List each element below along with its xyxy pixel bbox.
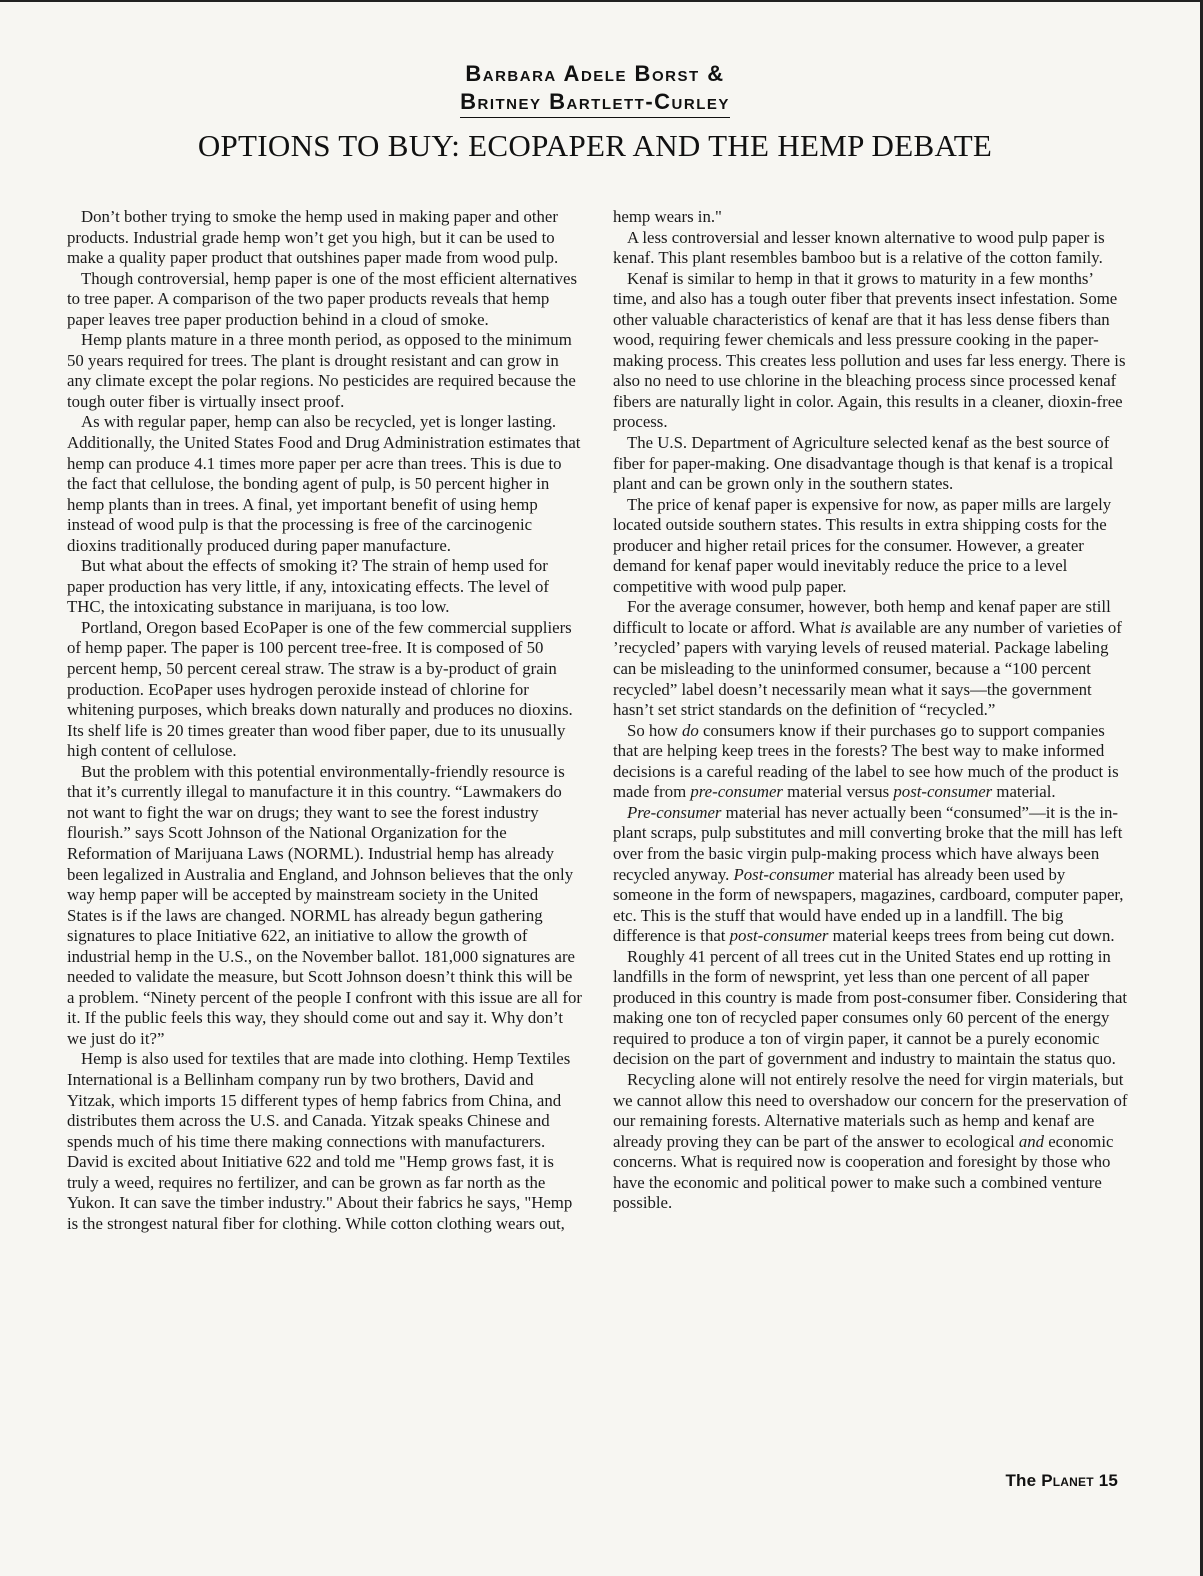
paragraph <box>613 803 1128 947</box>
text-run: Recycling alone will not entirely resolve the need for virgin materials, but we cannot allow this need to overshadow our concern for the preservation of our remaining forests. Alternative materials such as hemp and kenaf are already proving they can be part of the answer to ecological <box>613 1069 1128 1151</box>
text-run: material has already been used by someone in the form of newspapers, magazines, cardboard, computer paper, etc. This is the stuff that would have ended up in a landfill. The big difference is that <box>613 864 1124 946</box>
paragraph: Though controversial, hemp paper is one of the most efficient alternatives to tree paper. A comparison of the two paper products reveals that hemp paper leaves tree paper production behind in a cloud of smoke. <box>67 268 577 329</box>
emphasis: pre-consumer <box>690 782 783 802</box>
paragraph <box>613 597 1128 720</box>
page-footer <box>1005 1471 1118 1491</box>
byline <box>0 60 1190 118</box>
left-column <box>67 207 582 1234</box>
author-line-1: Barbara Adele Borst & <box>465 61 725 86</box>
paragraph: Portland, Oregon based EcoPaper is one of the few commercial suppliers of hemp paper. The paper is 100 percent tree-free. It is composed of 50 percent hemp, 50 percent cereal straw. The straw is a by-product of grain production. EcoPaper uses hydrogen peroxide instead of chlorine for whitening purposes, which breaks down naturally and produces no dioxins. Its shelf life is 20 times greater than wood fiber paper, due to its unusually high content of cellulose. <box>67 617 573 761</box>
text-run: economic concerns. What is required now is cooperation and foresight by those who have the economic and political power to make such a combined venture possible. <box>613 1131 1114 1213</box>
page-number: 15 <box>1098 1471 1118 1490</box>
text-run: material. <box>992 782 1056 802</box>
paragraph <box>613 1070 1128 1214</box>
magazine-name: Planet <box>1041 1471 1094 1490</box>
text-run: For the average consumer, however, both hemp and kenaf paper are still difficult to locate or afford. What <box>613 597 1111 637</box>
text-run: material keeps trees from being cut down. <box>828 926 1115 946</box>
page-top-border <box>0 0 1203 2</box>
emphasis: Post-consumer <box>733 864 835 884</box>
emphasis: do <box>682 720 699 740</box>
magazine-name-the: The <box>1005 1471 1037 1490</box>
paragraph: But what about the effects of smoking it? The strain of hemp used for paper production has very little, if any, intoxicating effects. The level of THC, the intoxicating substance in marijuana, is too low. <box>67 556 549 617</box>
paragraph: Don’t bother trying to smoke the hemp used in making paper and other products. Industrial grade hemp won’t get you high, but it can be used to make a quality paper product that outshines paper made from wood pulp. <box>67 207 559 268</box>
article-headline: OPTIONS TO BUY: ECOPAPER AND THE HEMP DEBATE <box>197 128 993 163</box>
paragraph <box>613 721 1128 803</box>
paragraph: A less controversial and lesser known alternative to wood pulp paper is kenaf. This plant resembles bamboo but is a relative of the cotton family. <box>613 227 1105 268</box>
text-run: material versus <box>782 782 894 802</box>
text-run: available are any number of varieties of ’recycled’ papers with varying levels of reused material. Package labeling can be misleading to the uninformed consumer, because a “100 percent recycled” label doesn’t necessarily mean what it says—the government hasn’t set strict standards on the definition of “recycled.” <box>613 617 1122 720</box>
emphasis: Pre-consumer <box>627 802 722 822</box>
paragraph: The U.S. Department of Agriculture selected kenaf as the best source of fiber for paper-making. One disadvantage though is that kenaf is a tropical plant and can be grown only in the southern states. <box>613 433 1114 494</box>
text-run: So how <box>627 720 683 740</box>
paragraph: Hemp plants mature in a three month period, as opposed to the minimum 50 years required for trees. The plant is drought resistant and can grow in any climate except the polar regions. No pesticides are required because the tough outer fiber is virtually insect proof. <box>67 330 576 411</box>
paragraph: Roughly 41 percent of all trees cut in the United States end up rotting in landfills in the form of newsprint, yet less than one percent of all paper produced in this country is made from post-consumer fiber. Considering that making one ton of recycled paper consumes only 60 percent of the energy required to produce a ton of virgin paper, it cannot be a purely economic decision on the part of government and industry to maintain the status quo. <box>613 946 1128 1069</box>
paragraph: But the problem with this potential environmentally-friendly resource is that it’s currently illegal to manufacture it in this country. “Lawmakers do not want to fight the war on drugs; they want to see the forest industry flourish.” says Scott Johnson of the National Organization for the Reformation of Marijuana Laws (NORML). Industrial hemp has already been legalized in Australia and England, and Johnson believes that the only way hemp paper will be accepted by mainstream society in the United States is if the laws are changed. NORML has already begun gathering signatures to place Initiative 622, an initiative to allow the growth of industrial hemp in the U.S., on the November ballot. 181,000 signatures are needed to validate the measure, but Scott Johnson doesn’t think this will be a problem. “Ninety percent of the people I confront with this issue are all for it. If the public feels this way, they should come out and say it. Why don’t we just do it?” <box>67 761 582 1048</box>
text-run: consumers know if their purchases go to support companies that are helping keep trees in the forests? The best way to make informed decisions is a careful reading of the label to see how much of the product is made from <box>613 720 1119 802</box>
emphasis: and <box>1018 1131 1045 1151</box>
paragraph: The price of kenaf paper is expensive for now, as paper mills are largely located outside southern states. This results in extra shipping costs for the producer and higher retail prices for the consumer. However, a greater demand for kenaf paper would inevitably reduce the price to a level competitive with wood pulp paper. <box>613 494 1112 596</box>
paragraph: Hemp is also used for textiles that are made into clothing. Hemp Textiles International is a Bellinham company run by two brothers, David and Yitzak, which imports 15 different types of hemp fabrics from China, and distributes them across the U.S. and Canada. Yitzak speaks Chinese and spends much of his time there making connections with manufacturers. David is excited about Initiative 622 and told me "Hemp grows fast, it is truly a weed, requires no fertilizer, and can be grown as far north as the Yukon. It can save the timber industry." About their fabrics he says, "Hemp is the strongest natural fiber for clothing. While cotton clothing wears out, <box>67 1049 573 1233</box>
author-line-2: Britney Bartlett-Curley <box>460 88 730 118</box>
emphasis: post-consumer <box>893 782 993 802</box>
paragraph: Kenaf is similar to hemp in that it grows to maturity in a few months’ time, and also has a tough outer fiber that prevents insect infestation. Some other valuable characteristics of kenaf are that it has less dense fibers than wood, requiring fewer chemicals and less pressure cooking in the paper-making process. This creates less pollution and uses far less energy. There is also no need to use chlorine in the bleaching process since processed kenaf fibers are naturally light in color. Again, this results in a cleaner, dioxin-free process. <box>613 268 1126 432</box>
paragraph-continuation: hemp wears in." <box>613 207 722 226</box>
right-column <box>613 207 1128 1214</box>
emphasis: is <box>839 617 852 637</box>
text-run: material has never actually been “consumed”—it is the in-plant scraps, pulp substitutes and mill converting broke that the mill has left over from the basic virgin pulp-making process which have always been recycled anyway. <box>613 802 1123 884</box>
paragraph: As with regular paper, hemp can also be recycled, yet is longer lasting. Additionally, the United States Food and Drug Administration estimates that hemp can produce 4.1 times more paper per acre than trees. This is due to the fact that cellulose, the bonding agent of pulp, is 50 percent higher in hemp plants than in trees. A final, yet important benefit of using hemp instead of wood pulp is that the processing is free of the carcinogenic dioxins traditionally produced during paper manufacture. <box>67 412 581 555</box>
emphasis: post-consumer <box>729 926 829 946</box>
